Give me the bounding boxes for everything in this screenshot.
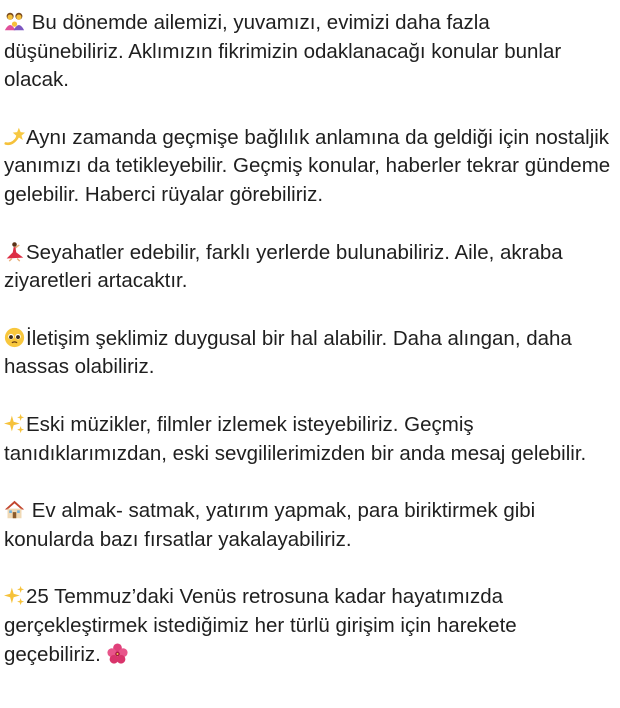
paragraph-text: İletişim şeklimiz duygusal bir hal alabilir. Daha alıngan, daha hassas olabiliriz.	[4, 326, 572, 379]
paragraph-text: Aynı zamanda geçmişe bağlılık anlamına da geldiği için nostaljik yanımızı da tetikleyebilir. Geçmiş konular, haberler tekrar gündeme gelebilir. Haberci rüyalar görebiliriz.	[4, 125, 611, 206]
paragraph-text: 25 Temmuz’daki Venüs retrosuna kadar hayatımızda gerçekleştirmek istediğimiz her türlü girişim için harekete geçebiliriz.	[4, 585, 517, 666]
paragraph-venus	[4, 583, 614, 669]
paragraph-text: Bu dönemde ailemizi, yuvamızı, evimizi daha fazla düşünebiliriz. Aklımızın fikrimizin odaklanacağı konular bunlar olacak.	[4, 11, 562, 92]
post-body	[4, 9, 614, 669]
sparkles-icon	[4, 585, 25, 606]
sparkles-icon	[4, 413, 25, 434]
paragraph-travel	[4, 239, 614, 296]
paragraph-music	[4, 411, 614, 468]
paragraph-text: Ev almak- satmak, yatırım yapmak, para biriktirmek gibi konularda bazı fırsatlar yakalayabiliriz.	[4, 499, 536, 551]
paragraph-family	[4, 9, 614, 95]
pleading-face-icon	[4, 327, 25, 348]
paragraph-communication	[4, 325, 614, 382]
paragraph-property	[4, 497, 614, 554]
house-icon	[4, 499, 25, 520]
paragraph-text: Eski müzikler, filmler izlemek isteyebiliriz. Geçmiş tanıdıklarımızdan, eski sevgililerimizden bir anda mesaj gelebilir.	[4, 412, 587, 465]
dizzy-star-icon	[4, 126, 25, 147]
hibiscus-icon	[107, 643, 128, 664]
dancer-icon	[4, 241, 25, 262]
paragraph-text: Seyahatler edebilir, farklı yerlerde bulunabiliriz. Aile, akraba ziyaretleri artacaktır.	[4, 240, 563, 293]
family-icon	[4, 11, 25, 32]
paragraph-nostalgia	[4, 124, 614, 210]
